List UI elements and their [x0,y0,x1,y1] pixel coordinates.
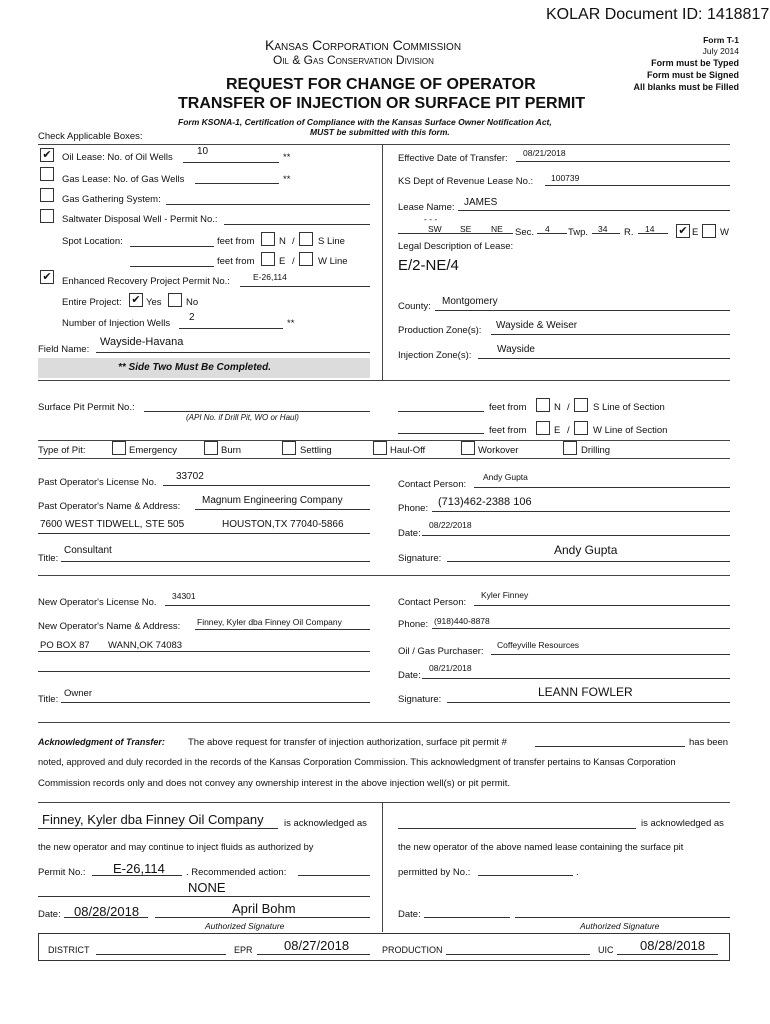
required-mark: ** [287,318,295,329]
field-line [163,485,370,486]
divider [38,380,730,381]
form-date: July 2014 [702,46,739,56]
new-license-label: New Operator's License No. [38,597,157,608]
pit-drilling-label: Drilling [581,445,611,456]
gas-lease-checkbox[interactable] [40,167,54,181]
pit-emergency-label: Emergency [129,445,178,456]
divider [382,802,383,932]
past-contact-label: Contact Person: [398,479,467,490]
oil-lease-checkbox[interactable]: ✔ [40,148,54,162]
feet-from-label: feet from [217,256,255,267]
new-phone-value: (918)440-8878 [434,616,490,626]
field-line [535,746,685,747]
county-label: County: [398,301,431,312]
production-zone-label: Production Zone(s): [398,325,482,336]
pit-hauloff-checkbox[interactable] [373,441,387,455]
field-line [474,487,730,488]
past-date-label: Date: [398,528,421,539]
acknowledgment-heading: Acknowledgment of Transfer: [38,737,165,747]
north-label: N [279,236,286,247]
lease-name-label: Lease Name: [398,202,455,213]
field-line [478,358,730,359]
yes-label: Yes [146,297,162,308]
pit-emergency-checkbox[interactable] [112,441,126,455]
enhanced-recovery-label: Enhanced Recovery Project Permit No.: [62,276,230,287]
field-line [61,702,370,703]
new-phone-label: Phone: [398,619,429,630]
past-address-street: 7600 WEST TIDWELL, STE 505 [40,519,185,530]
past-title-value: Consultant [64,545,112,556]
past-title-label: Title: [38,553,59,564]
pit-workover-label: Workover [478,445,519,456]
form-requirement: Form must be Typed [651,58,739,68]
range-east-label: E [692,227,699,238]
divider [38,575,730,576]
field-line [474,605,730,606]
past-phone-label: Phone: [398,503,429,514]
division-name: Oil & Gas Conservation Division [273,53,434,67]
document-id: KOLAR Document ID: 1418817 [546,6,770,23]
field-line [38,896,370,897]
ack-new-operator-name: Finney, Kyler dba Finney Oil Company [42,812,264,827]
past-signature-value: Andy Gupta [554,543,618,557]
acknowledgment-text: noted, approved and duly recorded in the records of the Kansas Corporation Commission. This acknowledgment of transfer pertains to Kansas Corporation [38,757,676,767]
pit-type-label: Type of Pit: [38,445,86,456]
field-line [96,954,226,955]
effective-date-label: Effective Date of Transfer: [398,153,508,164]
ack-recommended-value: NONE [188,880,226,895]
feet-from-label: feet from [217,236,255,247]
swd-label: Saltwater Disposal Well - Permit No.: [62,214,218,225]
oil-wells-value: 10 [197,146,209,157]
township-value: 34 [598,224,608,234]
gas-gathering-label: Gas Gathering System: [62,194,161,205]
field-line [130,246,214,247]
epr-date-value: 08/27/2018 [284,938,350,953]
ack-right-date-label: Date: [398,909,421,920]
surface-pit-permit-label: Surface Pit Permit No.: [38,402,135,413]
past-signature-label: Signature: [398,553,442,564]
field-line [432,628,730,629]
section-label: Sec. [515,227,535,238]
form-subtitle: Form KSONA-1, Certification of Compliance with the Kansas Surface Owner Notification Act, [178,117,552,127]
quarter-sw: SW [428,224,442,234]
form-title: TRANSFER OF INJECTION OR SURFACE PIT PERMIT [178,95,586,112]
east-label: E [279,256,286,267]
ack-date-label: Date: [38,909,61,920]
field-line [545,185,730,186]
new-purchaser-value: Coffeyville Resources [497,640,580,650]
ack-right-acknowledged-label: is acknowledged as [641,818,724,829]
divider [38,458,730,459]
new-name-address-label: New Operator's Name & Address: [38,621,181,632]
new-contact-label: Contact Person: [398,597,467,608]
field-line [240,286,370,287]
divider [38,802,730,803]
field-line [257,954,370,955]
field-line [422,678,730,679]
divider [38,144,730,145]
slash: / [567,425,570,436]
field-line [195,509,370,510]
feet-from-label: feet from [489,425,527,436]
pit-burn-label: Burn [221,445,242,456]
field-name-label: Field Name: [38,344,90,355]
field-line [458,210,730,211]
authorized-signature-label: Authorized Signature [205,921,285,931]
field-line [183,162,279,163]
pit-burn-checkbox[interactable] [204,441,218,455]
field-line [195,629,370,630]
enhanced-recovery-permit-value: E-26,114 [253,272,287,282]
pit-north-label: N [554,402,561,413]
form-subtitle: MUST be submitted with this form. [310,127,450,137]
required-mark: ** [283,174,291,185]
uic-label: UIC [598,945,614,955]
new-license-value: 34301 [172,591,196,601]
form-number: Form T-1 [703,35,739,45]
ack-left-text: the new operator and may continue to inject fluids as authorized by [38,842,314,852]
pit-east-label: E [554,425,561,436]
production-zone-value: Wayside & Weiser [496,320,578,331]
field-line [130,266,214,267]
pit-drilling-checkbox[interactable] [563,441,577,455]
south-line-label: S Line [318,236,345,247]
past-name-address-label: Past Operator's Name & Address: [38,501,181,512]
check-boxes-label: Check Applicable Boxes: [38,131,143,142]
field-line [516,161,730,162]
ack-period: . [576,867,579,878]
field-line [61,561,370,562]
entire-project-label: Entire Project: [62,297,122,308]
range-label: R. [624,227,634,238]
field-line [478,875,573,876]
ack-right-text: the new operator of the above named lease containing the surface pit [398,842,684,852]
field-line [179,328,283,329]
east-checkbox[interactable] [261,252,275,266]
new-address-street: PO BOX 87 [40,640,90,651]
pit-south-checkbox[interactable] [574,398,588,412]
new-address-city: WANN,OK 74083 [108,640,183,651]
form-title: REQUEST FOR CHANGE OF OPERATOR [226,76,536,93]
ack-acknowledged-label: is acknowledged as [284,818,367,829]
field-line [424,917,510,918]
past-license-label: Past Operator's License No. [38,477,157,488]
effective-date-value: 08/21/2018 [523,148,566,158]
divider [38,722,730,723]
new-signature-value: LEANN FOWLER [538,685,633,699]
gas-lease-label: Gas Lease: No. of Gas Wells [62,174,185,185]
quarter-se: SE [460,224,472,234]
field-line [155,917,370,918]
range-west-checkbox[interactable] [702,224,716,238]
gas-gathering-checkbox[interactable] [40,188,54,202]
field-line [144,411,370,412]
new-date-value: 08/21/2018 [429,663,472,673]
new-contact-value: Kyler Finney [481,590,529,600]
field-line [165,605,370,606]
district-label: DISTRICT [48,945,90,955]
swd-checkbox[interactable] [40,209,54,223]
ksdor-lease-label: KS Dept of Revenue Lease No.: [398,176,534,187]
field-line [38,828,278,829]
township-label: Twp. [568,227,589,238]
injection-zone-label: Injection Zone(s): [398,350,472,361]
range-value: 14 [645,224,655,234]
past-contact-value: Andy Gupta [483,472,528,482]
entire-project-yes-checkbox[interactable]: ✔ [129,293,143,307]
past-phone-value: (713)462-2388 106 [438,496,532,508]
new-purchaser-label: Oil / Gas Purchaser: [398,646,484,657]
past-address-city: HOUSTON,TX 77040-5866 [222,519,344,530]
field-line [447,561,730,562]
new-title-label: Title: [38,694,59,705]
authorized-signature-label: Authorized Signature [580,921,660,931]
new-title-value: Owner [64,688,92,699]
acknowledgment-has-been: has been [689,737,729,748]
legal-description-label: Legal Description of Lease: [398,241,514,252]
ack-permit-value: E-26,114 [113,861,165,876]
new-operator-name: Finney, Kyler dba Finney Oil Company [197,617,342,627]
ack-date-value: 08/28/2018 [74,904,140,919]
pit-west-label: W Line of Section [593,425,668,436]
west-checkbox[interactable] [299,252,313,266]
county-value: Montgomery [442,296,498,307]
south-checkbox[interactable] [299,232,313,246]
field-line [491,334,730,335]
field-line [38,651,370,652]
range-east-checkbox[interactable]: ✔ [676,224,690,238]
spot-location-label: Spot Location: [62,236,123,247]
feet-from-label: feet from [489,402,527,413]
field-line [38,671,370,672]
field-line [422,535,730,536]
injection-wells-value: 2 [189,312,195,323]
required-mark: ** [283,152,291,163]
past-operator-name: Magnum Engineering Company [202,495,343,506]
lease-name-value: JAMES [464,197,498,208]
acknowledgment-text: The above request for transfer of injection authorization, surface pit permit # [188,737,507,748]
field-line [398,433,484,434]
ack-signature-value: April Bohm [232,901,296,916]
pit-settling-checkbox[interactable] [282,441,296,455]
ack-permitted-by-label: permitted by No.: [398,867,471,878]
section-value: 4 [545,224,550,234]
agency-name: Kansas Corporation Commission [265,37,462,53]
no-label: No [186,297,199,308]
field-line [447,702,730,703]
ack-recommended-label: . Recommended action: [186,867,287,878]
side-two-notice: ** Side Two Must Be Completed. [118,362,271,373]
uic-date-value: 08/28/2018 [640,938,706,953]
form-requirement: All blanks must be Filled [633,82,739,92]
west-line-label: W Line [318,256,348,267]
field-line [446,954,590,955]
epr-label: EPR [234,945,253,955]
field-line [432,511,730,512]
field-line [398,828,636,829]
past-date-value: 08/22/2018 [429,520,472,530]
field-name-value: Wayside-Havana [100,336,184,348]
field-line [515,917,730,918]
slash: / [567,402,570,413]
pit-workover-checkbox[interactable] [461,441,475,455]
injection-wells-label: Number of Injection Wells [62,318,171,329]
pit-settling-label: Settling [300,445,332,456]
field-line [38,533,370,534]
north-checkbox[interactable] [261,232,275,246]
divider [382,144,383,380]
field-line [537,233,567,234]
new-signature-label: Signature: [398,694,442,705]
range-west-label: W [720,227,729,238]
past-license-value: 33702 [176,471,204,482]
pit-south-label: S Line of Section [593,402,665,413]
ack-permit-label: Permit No.: [38,867,86,878]
field-line [398,411,484,412]
field-line [298,875,370,876]
pit-west-checkbox[interactable] [574,421,588,435]
quarter-ne: NE [491,224,503,234]
production-label: PRODUCTION [382,945,443,955]
injection-zone-value: Wayside [497,344,535,355]
field-line [96,352,370,353]
slash: / [292,256,295,267]
field-line [435,310,730,311]
pit-hauloff-label: Haul-Off [390,445,426,456]
ksdor-lease-value: 100739 [551,173,580,183]
pit-east-checkbox[interactable] [536,421,550,435]
field-line [224,224,370,225]
field-line [166,204,370,205]
quarter-dashes: - - - [424,214,438,224]
new-date-label: Date: [398,670,421,681]
enhanced-recovery-checkbox[interactable]: ✔ [40,270,54,284]
acknowledgment-text: Commission records only and does not convey any ownership interest in the above injection well(s) or pit permit. [38,778,511,789]
legal-description-value: E/2-NE/4 [398,257,459,274]
field-line [491,654,730,655]
field-line [617,954,718,955]
api-note: (API No. if Drill Pit, WO or Haul) [186,413,299,422]
form-requirement: Form must be Signed [646,70,739,80]
field-line [195,183,279,184]
entire-project-no-checkbox[interactable] [168,293,182,307]
slash: / [292,236,295,247]
pit-north-checkbox[interactable] [536,398,550,412]
oil-lease-label: Oil Lease: No. of Oil Wells [62,152,173,163]
